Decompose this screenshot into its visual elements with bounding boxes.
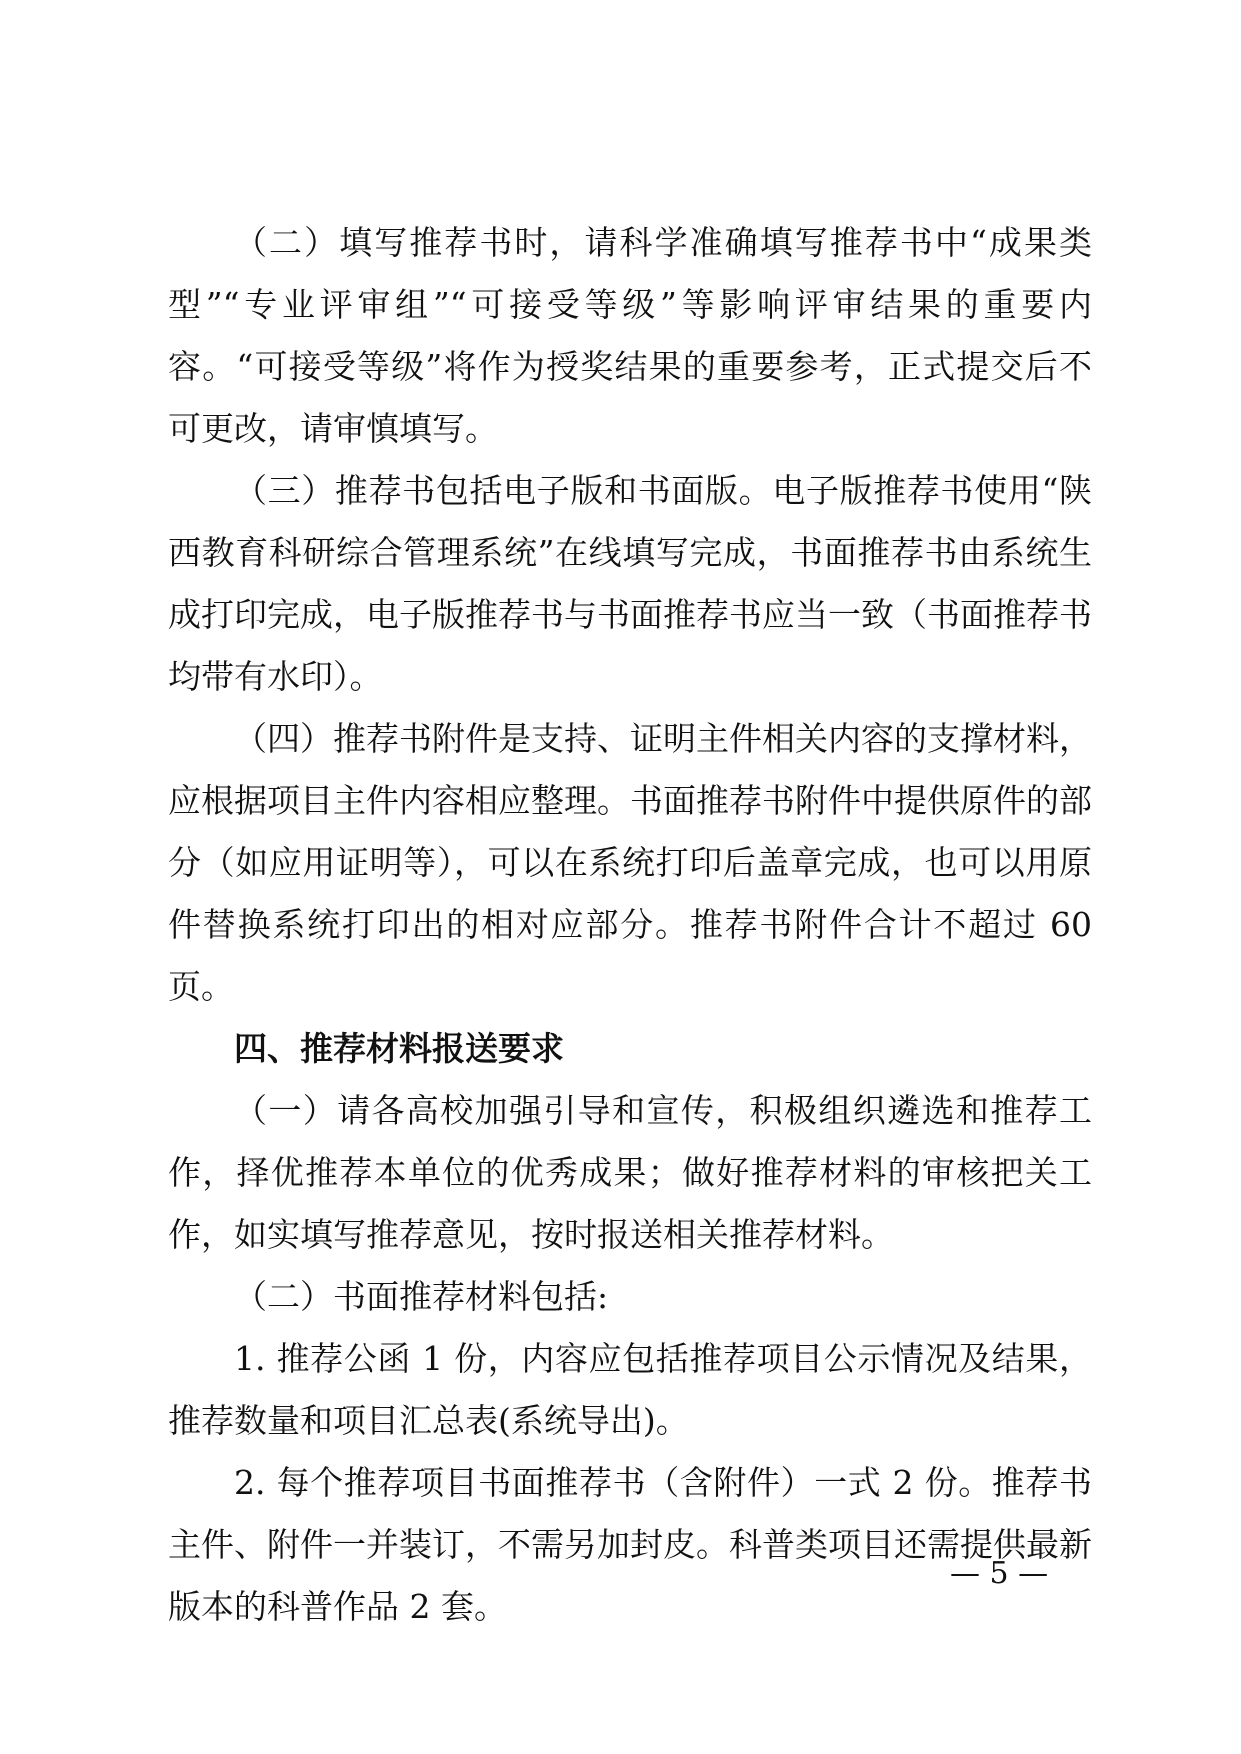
section-paragraph-2: （二）书面推荐材料包括: (234, 1277, 609, 1316)
section-paragraph-1: （一）请各高校加强引导和宣传，积极组织遴选和推荐工作，择优推荐本单位的优秀成果；做好推荐材料的审核把关工作，如实填写推荐意见，按时报送相关推荐材料。 (168, 1091, 1092, 1254)
page-number: — 5 — (950, 1556, 1049, 1591)
paragraph-item-3: （三）推荐书包括电子版和书面版。电子版推荐书使用“陕西教育科研综合管理系统”在线填写完成，书面推荐书由系统生成打印完成，电子版推荐书与书面推荐书应当一致（书面推荐书均带有水印）。 (168, 471, 1092, 696)
document-body (168, 212, 1092, 1638)
paragraph-item-4: （四）推荐书附件是支持、证明主件相关内容的支撑材料，应根据项目主件内容相应整理。书面推荐书附件中提供原件的部分（如应用证明等），可以在系统打印后盖章完成，也可以用原件替换系统打印出的相对应部分。推荐书附件合计不超过 60 页。 (168, 719, 1092, 1006)
list-item-2: 2. 每个推荐项目书面推荐书（含附件）一式 2 份。推荐书主件、附件一并装订，不需另加封皮。科普类项目还需提供最新版本的科普作品 2 套。 (168, 1463, 1092, 1626)
paragraph-item-2: （二）填写推荐书时，请科学准确填写推荐书中“成果类型”“专业评审组”“可接受等级”等影响评审结果的重要内容。“可接受等级”将作为授奖结果的重要参考，正式提交后不可更改，请审慎填写。 (168, 223, 1092, 448)
section-heading: 四、推荐材料报送要求 (234, 1029, 564, 1068)
list-item-1: 1. 推荐公函 1 份，内容应包括推荐项目公示情况及结果，推荐数量和项目汇总表(系统导出)。 (168, 1339, 1092, 1440)
